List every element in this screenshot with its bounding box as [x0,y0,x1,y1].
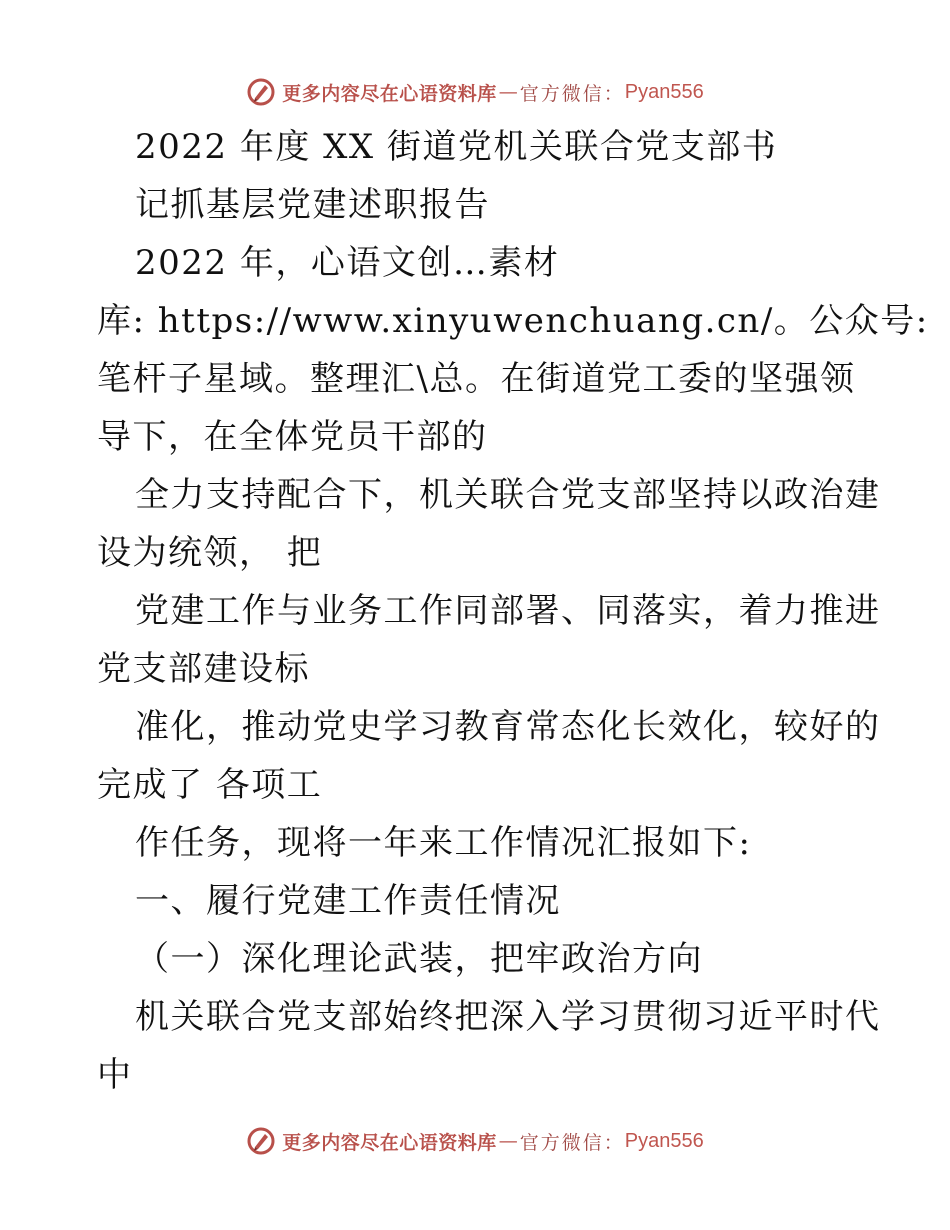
document-body [97,118,929,1104]
paragraph-line: 准化，推动党史学习教育常态化长效化，较好的 [135,707,881,747]
paragraph-line: 全力支持配合下，机关联合党支部坚持以政治建 [135,475,881,515]
paragraph-line: 笔杆子星域。整理汇\总。在街道党工委的坚强领 [97,359,856,399]
watermark-text: 更多内容尽在心语资料库 [282,1131,497,1154]
subsection-heading: （一）深化理论武装，把牢政治方向 [135,939,703,979]
paragraph-line: 党支部建设标 [97,649,310,689]
paragraph-line: 导下，在全体党员干部的 [97,417,488,457]
watermark-wechat-id: Pyan556 [624,1129,704,1152]
watermark-wechat-label: 官方微信： [519,82,625,105]
title-line-2: 记抓基层党建述职报告 [135,185,490,225]
paragraph-line: 机关联合党支部始终把深入学习贯彻习近平时代 [135,997,881,1037]
title-line-1: 2022 年度 XX 街道党机关联合党支部书 [135,127,778,167]
paragraph-line: 中 [97,1055,133,1095]
watermark-banner-bottom [0,1121,950,1161]
paragraph-line: 作任务，现将一年来工作情况汇报如下: [135,823,752,863]
watermark-separator: — [498,1130,518,1152]
paragraph-line: 2022 年，心语文创…素材 [135,243,560,283]
paragraph-line: 库: https://www.xinyuwenchuang.cn/。公众号: [97,301,929,341]
watermark-separator: — [498,81,518,103]
section-heading: 一、履行党建工作责任情况 [135,881,561,921]
pen-seal-icon [246,1126,276,1156]
paragraph-line: 党建工作与业务工作同部署、同落实，着力推进 [135,591,881,631]
pen-seal-icon [246,77,276,107]
paragraph-line: 完成了 各项工 [97,765,323,805]
paragraph-line: 设为统领， 把 [97,533,323,573]
watermark-text: 更多内容尽在心语资料库 [282,82,497,105]
watermark-wechat-label: 官方微信： [519,1131,625,1154]
watermark-wechat-id: Pyan556 [624,80,704,103]
watermark-banner-top [0,72,950,112]
